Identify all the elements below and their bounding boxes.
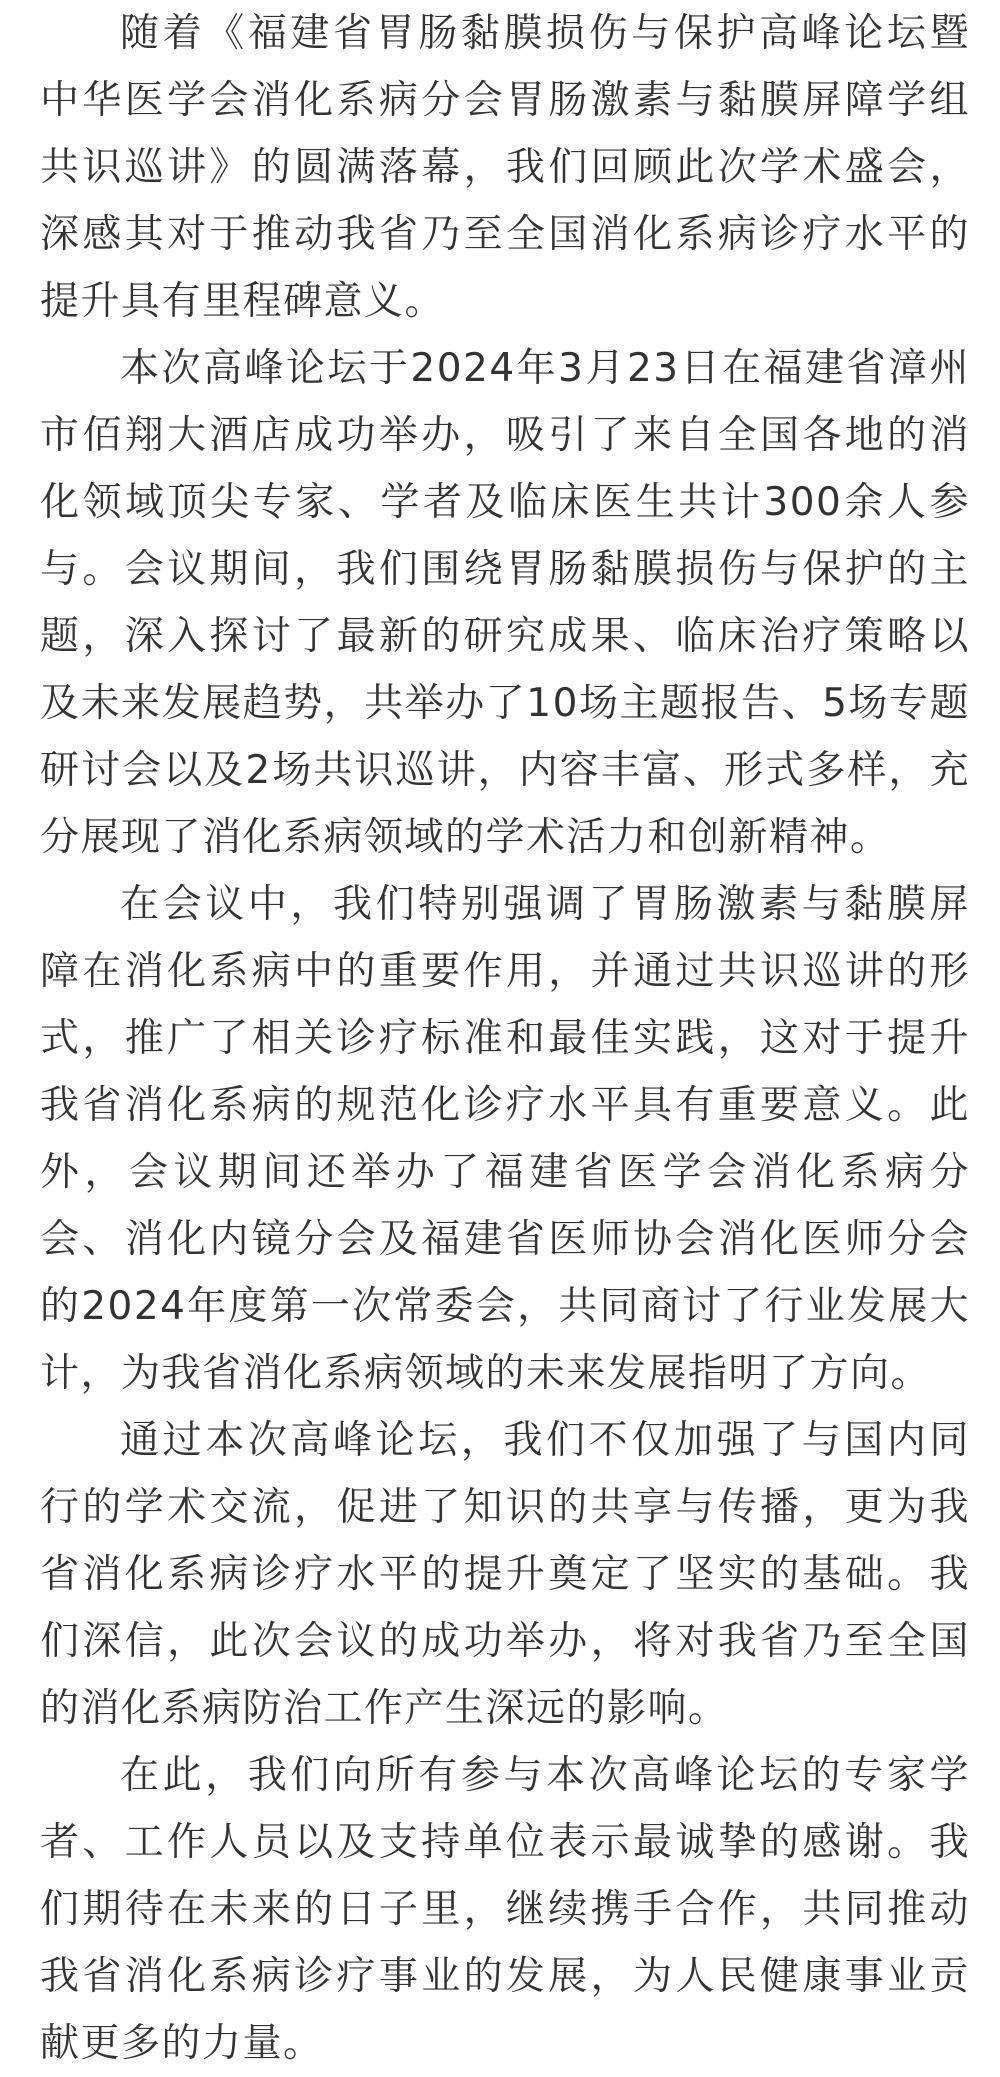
article-body xyxy=(40,0,970,2077)
paragraph-event-details: 本次高峰论坛于2024年3月23日在福建省漳州市佰翔大酒店成功举办，吸引了来自全国各地的消化领域顶尖专家、学者及临床医生共计300余人参与。会议期间，我们围绕胃肠黏膜损伤与保护的主题，深入探讨了最新的研究成果、临床治疗策略以及未来发展趋势，共举办了10场主题报告、5场专题研讨会以及2场共识巡讲，内容丰富、形式多样，充分展现了消化系病领域的学术活力和创新精神。 xyxy=(40,346,970,860)
paragraph-meeting-focus: 在会议中，我们特别强调了胃肠激素与黏膜屏障在消化系病中的重要作用，并通过共识巡讲的形式，推广了相关诊疗标准和最佳实践，这对于提升我省消化系病的规范化诊疗水平具有重要意义。此外，会议期间还举办了福建省医学会消化系病分会、消化内镜分会及福建省医师协会消化医师分会的2024年度第一次常委会，共同商讨了行业发展大计，为我省消化系病领域的未来发展指明了方向。 xyxy=(40,882,970,1396)
paragraph-outcome: 通过本次高峰论坛，我们不仅加强了与国内同行的学术交流，促进了知识的共享与传播，更为我省消化系病诊疗水平的提升奠定了坚实的基础。我们深信，此次会议的成功举办，将对我省乃至全国的消化系病防治工作产生深远的影响。 xyxy=(40,1418,970,1731)
paragraph-thanks: 在此，我们向所有参与本次高峰论坛的专家学者、工作人员以及支持单位表示最诚挚的感谢。我们期待在未来的日子里，继续携手合作，共同推动我省消化系病诊疗事业的发展，为人民健康事业贡献更多的力量。 xyxy=(40,1753,970,2066)
paragraph-intro: 随着《福建省胃肠黏膜损伤与保护高峰论坛暨中华医学会消化系病分会胃肠激素与黏膜屏障学组共识巡讲》的圆满落幕，我们回顾此次学术盛会，深感其对于推动我省乃至全国消化系病诊疗水平的提升具有里程碑意义。 xyxy=(40,11,970,324)
